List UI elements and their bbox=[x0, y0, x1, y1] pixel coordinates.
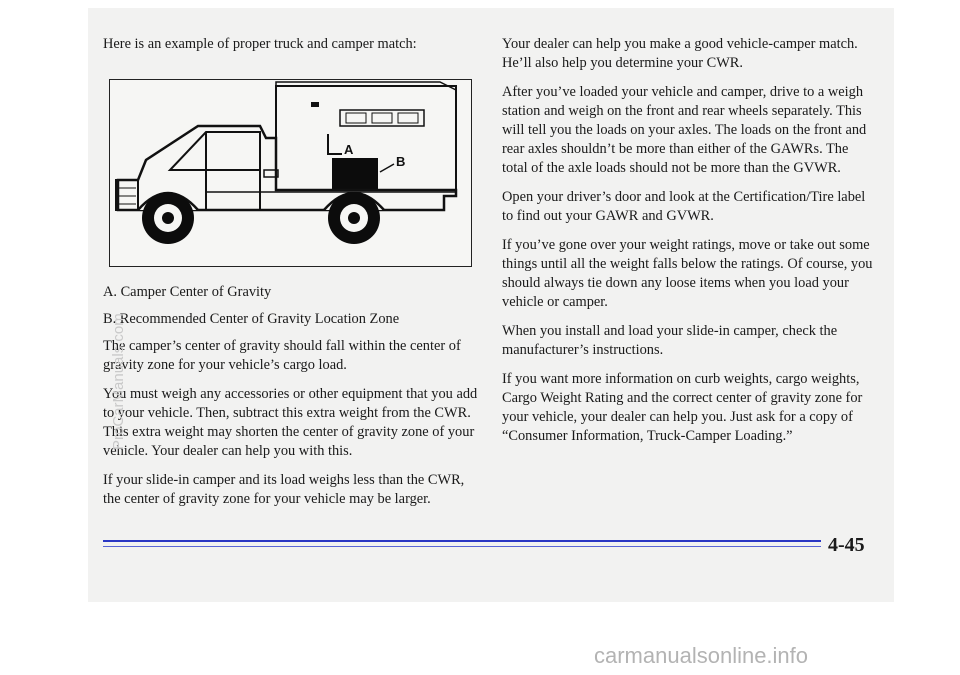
rear-wheel bbox=[328, 192, 380, 244]
side-watermark: ProCarManuals.com bbox=[110, 313, 127, 450]
caption-a: A. Camper Center of Gravity bbox=[103, 284, 272, 300]
paragraph: You must weigh any accessories or other equipment that you add to your vehicle. Then, subtract this extra weight from the CWR. This extra weight may shorten the center of gravity zone of your vehicle. Your dealer can help you with this. bbox=[103, 386, 478, 459]
page-number: 4-45 bbox=[828, 534, 865, 556]
paragraph: If you’ve gone over your weight ratings, move or take out some things until all the weight falls below the ratings. Of course, you should always tie down any loose items when you load your vehicle or camper. bbox=[502, 237, 873, 310]
truck-camper-illustration bbox=[109, 79, 472, 267]
right-column bbox=[502, 35, 874, 456]
front-wheel bbox=[142, 192, 194, 244]
paragraph: If your slide-in camper and its load weighs less than the CWR, the center of gravity zone for your vehicle may be larger. bbox=[103, 472, 465, 507]
paragraph: The camper’s center of gravity should fall within the center of gravity zone for your vehicle’s cargo load. bbox=[103, 338, 461, 373]
footer-rule bbox=[103, 540, 821, 551]
marker-b: B bbox=[396, 154, 406, 169]
paragraph: Your dealer can help you make a good vehicle-camper match. He’ll also help you determine your CWR. bbox=[502, 36, 858, 71]
left-column bbox=[103, 35, 480, 64]
marker-a: A bbox=[344, 142, 354, 157]
paragraph: Open your driver’s door and look at the Certification/Tire label to find out your GAWR and GVWR. bbox=[502, 189, 866, 224]
caption-b: B. Recommended Center of Gravity Location Zone bbox=[103, 311, 400, 327]
paragraph: If you want more information on curb weights, cargo weights, Cargo Weight Rating and the correct center of gravity zone for your vehicle, your dealer can help you. Just ask for a copy of “Consumer Information, Truck-Camper Loading.” bbox=[502, 371, 863, 444]
paragraph: After you’ve loaded your vehicle and camper, drive to a weigh station and weigh on the front and rear wheels separately. This will tell you the loads on your axles. The loads on the front and rear axles shouldn’t be more than either of the GAWRs. The total of the axle loads should not be more than the GVWR. bbox=[502, 84, 867, 176]
truck-camper-drawing bbox=[110, 80, 471, 266]
paragraph: When you install and load your slide-in camper, check the manufacturer’s instructions. bbox=[502, 323, 838, 358]
intro-text: Here is an example of proper truck and camper match: bbox=[103, 36, 417, 52]
footer-watermark: carmanualsonline.info bbox=[594, 643, 809, 668]
left-body bbox=[103, 337, 480, 519]
